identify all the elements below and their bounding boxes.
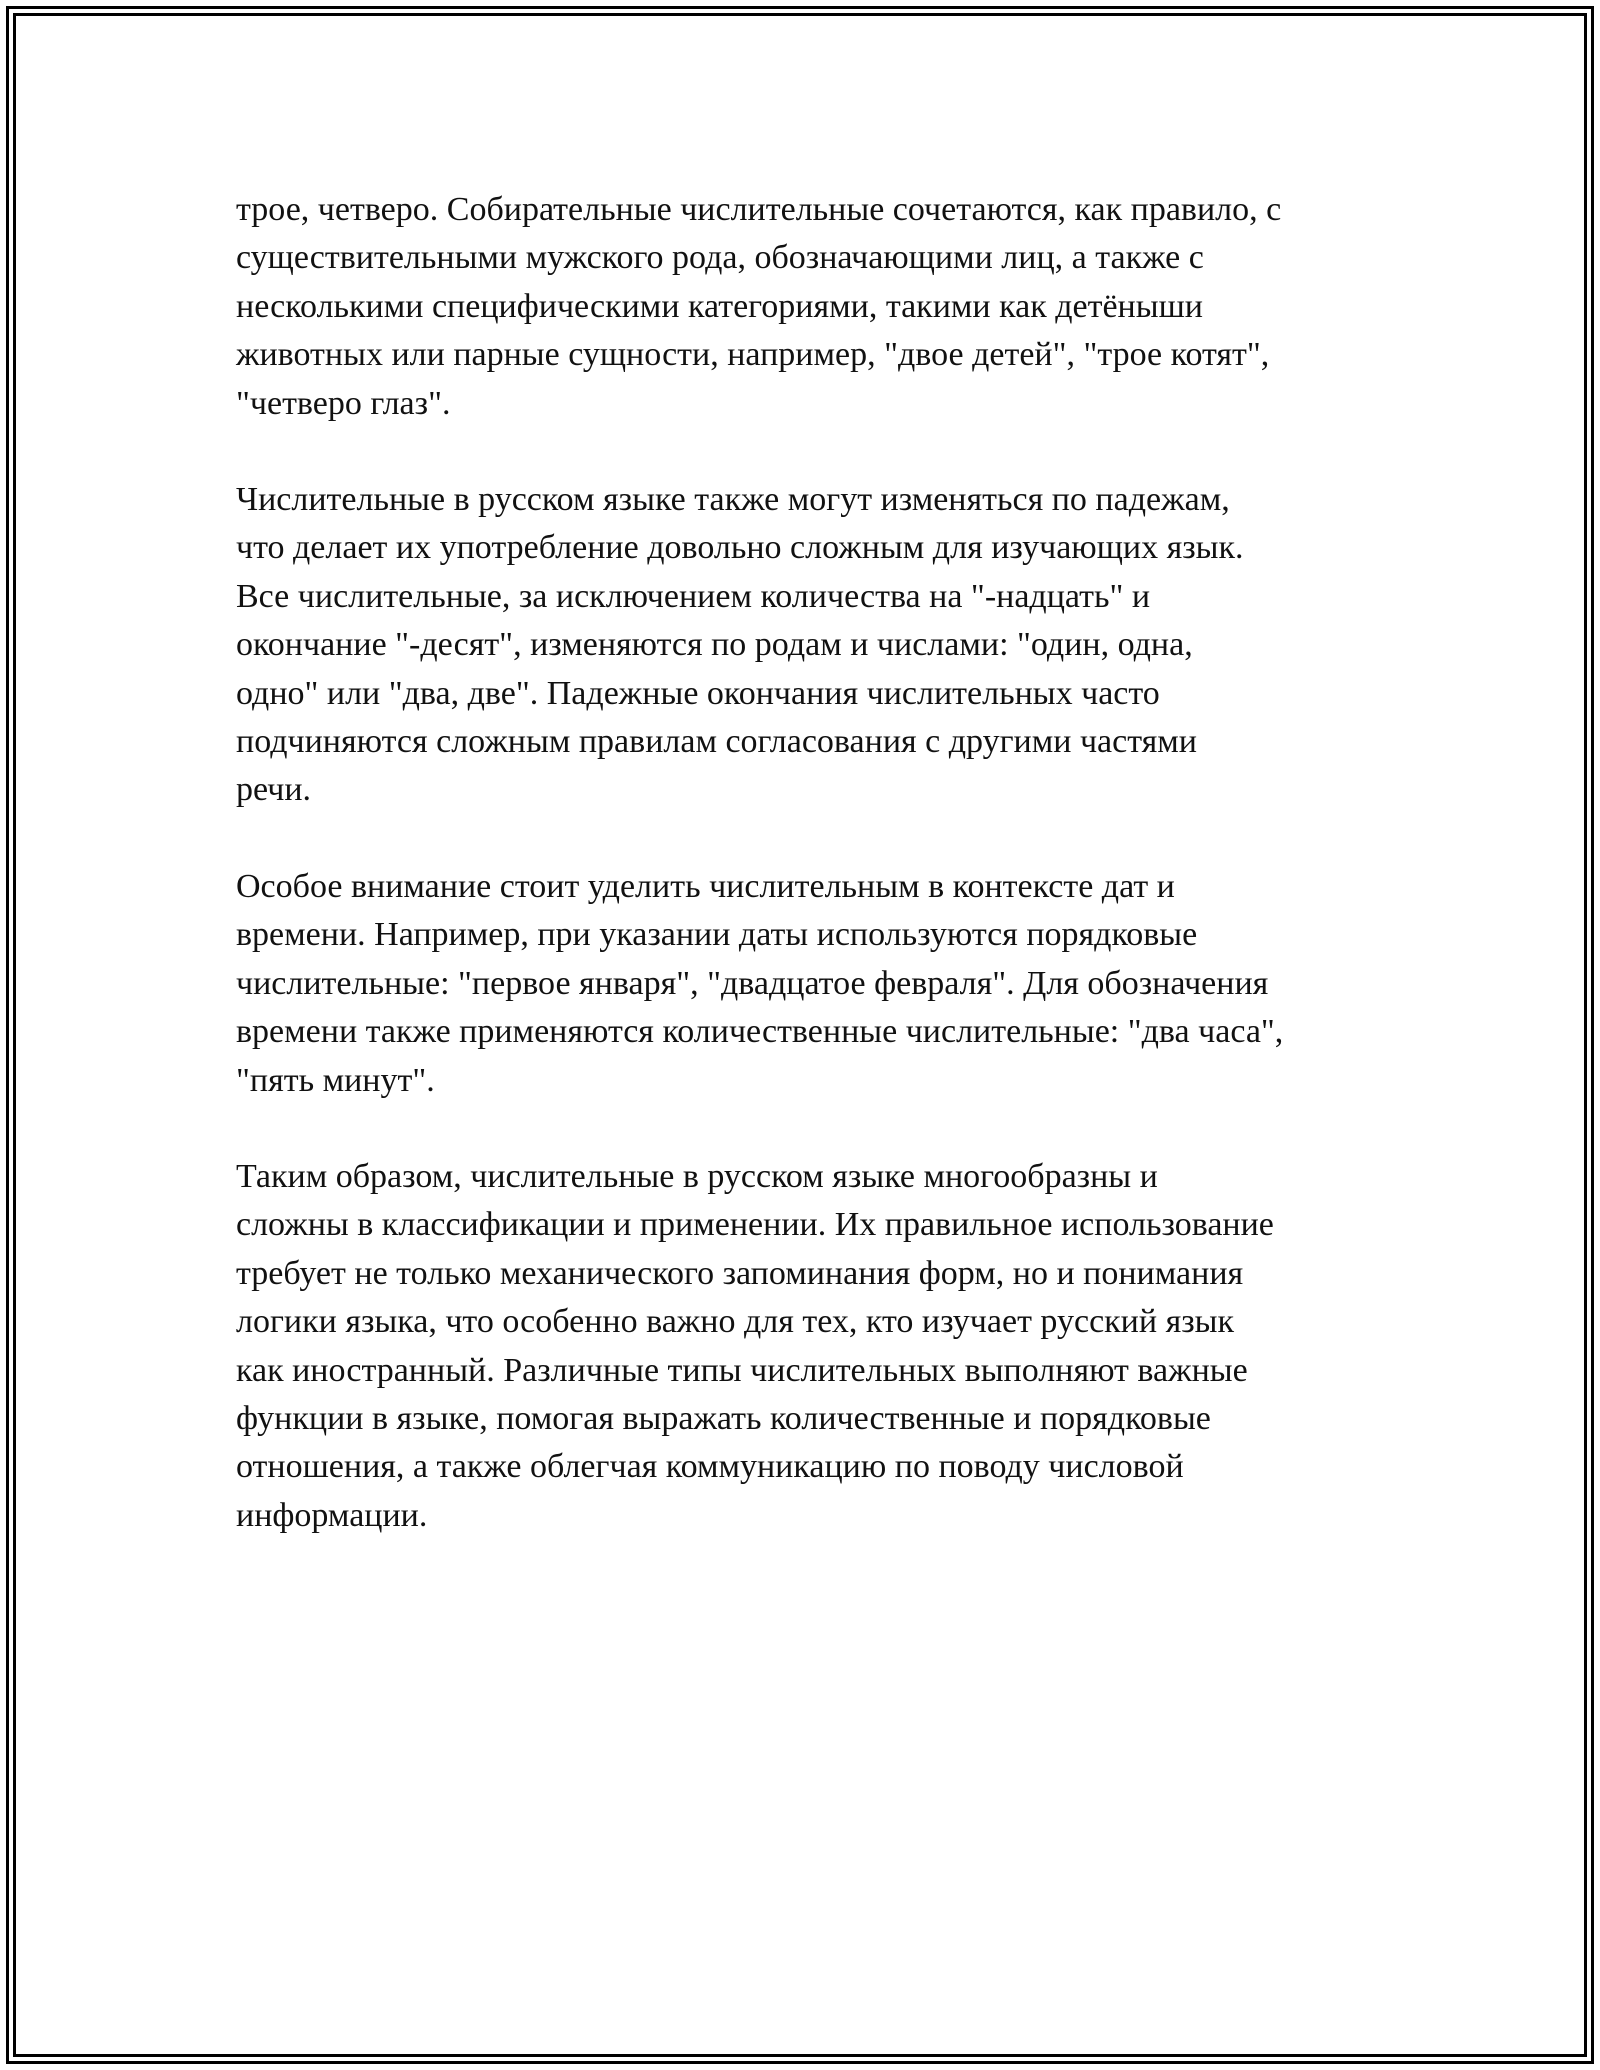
text-line: трое, четверо. Собирательные числительные сочетаются, как правило, с [236, 191, 1282, 228]
text-line: животных или парные сущности, например, "двое детей", "трое котят", [236, 336, 1270, 374]
text-line: окончание "-десят", изменяются по родам и числами: "один, одна, [236, 626, 1193, 664]
text-line: требует не только механического запоминания форм, но и понимания [236, 1254, 1244, 1292]
text-line: сложны в классификации и применении. Их правильное использование [236, 1206, 1274, 1244]
paragraph-collective-numerals [236, 186, 1386, 428]
text-line: как иностранный. Различные типы числительных выполняют важные [236, 1351, 1248, 1389]
text-line: Таким образом, числительные в русском языке многообразны и [236, 1157, 1158, 1195]
text-line: информации. [236, 1496, 428, 1534]
text-line: отношения, а также облегчая коммуникацию по поводу числовой [236, 1448, 1184, 1486]
paragraph-case-declension [236, 476, 1386, 815]
paragraph-conclusion [236, 1153, 1386, 1540]
text-line: что делает их употребление довольно сложным для изучающих язык. [236, 529, 1244, 567]
text-line: числительные: "первое января", "двадцатое февраля". Для обозначения [236, 964, 1269, 1002]
text-line: несколькими специфическими категориями, такими как детёныши [236, 287, 1203, 325]
text-line: подчиняются сложным правилам согласования с другими частями [236, 723, 1197, 761]
text-line: Особое внимание стоит уделить числительным в контексте дат и [236, 867, 1175, 905]
text-line: речи. [236, 771, 312, 809]
document-body [236, 186, 1386, 1588]
text-line: существительными мужского рода, обозначающими лиц, а также с [236, 239, 1204, 277]
paragraph-dates-and-time [236, 863, 1386, 1105]
text-line: одно" или "два, две". Падежные окончания числительных часто [236, 674, 1160, 712]
text-line: Все числительные, за исключением количества на "-надцать" и [236, 577, 1151, 615]
text-line: логики языка, что особенно важно для тех, кто изучает русский язык [236, 1303, 1235, 1341]
text-line: "пять минут". [236, 1061, 435, 1099]
text-line: функции в языке, помогая выражать количественные и порядковые [236, 1399, 1211, 1437]
text-line: времени также применяются количественные числительные: "два часа", [236, 1013, 1284, 1051]
text-line: "четверо глаз". [236, 384, 451, 422]
text-line: времени. Например, при указании даты используются порядковые [236, 916, 1198, 954]
text-line: Числительные в русском языке также могут изменяться по падежам, [236, 481, 1230, 519]
